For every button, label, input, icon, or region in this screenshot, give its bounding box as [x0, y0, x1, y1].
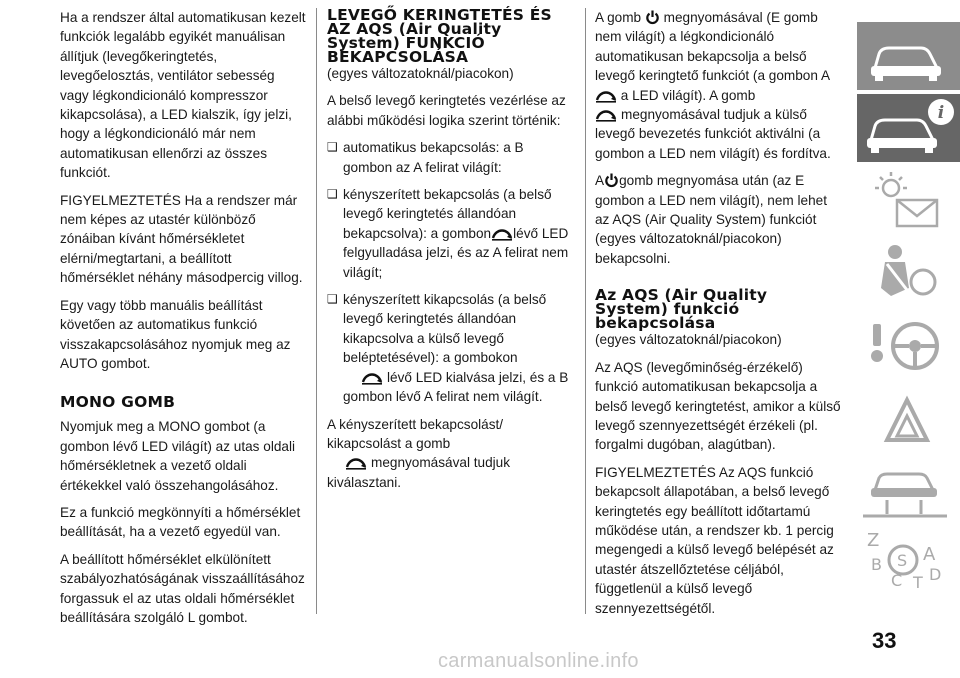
steering-wheel-icon	[857, 310, 960, 378]
recirculation-icon	[595, 89, 617, 103]
recirculation-icon	[595, 108, 617, 122]
car-lift-icon	[857, 454, 960, 522]
paragraph-aqs-warning: FIGYELMEZTETÉS Az AQS funkció bekapcsolt állapotában, a belső levegő keringtetés egy beállított időtartamú működése után, a rendszer kb. 1 percig megengedi a külső levegő belépését az utastér átszellőztetése céljából, függetlenül a külső levegő szennyezettségétől.	[595, 464, 834, 616]
section-tabs	[857, 8, 960, 618]
tab-safety[interactable]	[857, 238, 960, 306]
svg-text:C: C	[891, 571, 903, 590]
svg-text:T: T	[913, 573, 923, 592]
tab-emergency[interactable]	[857, 382, 960, 450]
paragraph-button-auto-recirculation: A gomb megnyomásával (E gomb nem világít) a légkondicionáló automatikusan bekapcsolja a belső levegő keringtető funkciót (a gombon A a LED világít). A gomb megnyomásával tudjuk a külső levegő bevezetés funkciót aktiválni (a gombon a LED nem világít) és fordítva.	[595, 10, 831, 161]
tab-car-overview[interactable]	[857, 22, 960, 90]
paragraph-auto-functions: Ha a rendszer által automatikusan kezelt funkciók legalább egyikét manuálisan állítjuk (levegőkeringtetés, levegőelosztás, ventilátor sebesség vagy légkondicionáló kompresszor kikapcsolása), a LED kialszik, így jelzi, hogy a légkondicionáló már nem automatikusan ellenőrzi az összes funkciót.	[60, 10, 306, 181]
svg-text:B: B	[871, 555, 882, 574]
column-divider	[585, 8, 586, 614]
column-3	[595, 8, 843, 626]
recirculation-icon	[345, 456, 367, 470]
svg-text:i: i	[937, 103, 945, 123]
paragraph-mono-purpose: Ez a funkció megkönnyíti a hőmérséklet beállítását, ha a vezető egyedül van.	[60, 504, 301, 540]
column-1	[60, 8, 306, 635]
subtitle-variants: (egyes változatoknál/piacokon)	[327, 66, 514, 81]
technical-data-icon	[857, 526, 960, 594]
page-number: 33	[872, 628, 897, 653]
list-item: ❑ kényszerített bekapcsolás (a belső levegő keringtetés állandóan bekapcsolva): a gombon lévő LED felgyulladása jelzi, és az A felirat nem világít;	[327, 185, 575, 282]
paragraph-recirculation-intro: A belső levegő keringtetés vezérlése az alábbi működési logika szerint történik:	[327, 93, 566, 128]
tab-maintenance[interactable]	[857, 454, 960, 522]
tab-technical-data[interactable]	[857, 526, 960, 594]
tab-lights-warnings[interactable]	[857, 166, 960, 234]
list-item: ❑ automatikus bekapcsolás: a B gombon az A felirat világít:	[327, 138, 575, 177]
subtitle-variants: (egyes változatoknál/piacokon)	[595, 332, 782, 348]
list-item: ❑ kényszerített kikapcsolás (a belső levegő keringtetés állandóan kikapcsolva a külső levegő beléptetésével): a gombokon lévő LED kialvása jelzi, és a B gombon lévő A felirat nem világít.	[327, 290, 575, 406]
power-icon	[604, 173, 619, 188]
svg-text:D: D	[929, 565, 942, 584]
recirculation-modes-list	[327, 138, 575, 406]
seatbelt-icon	[857, 238, 960, 306]
car-icon	[857, 22, 960, 90]
heading-aqs-activation: Az AQS (Air Quality System) funkció bekapcsolása	[595, 286, 768, 333]
tab-car-info[interactable]	[857, 94, 960, 162]
svg-text:A: A	[923, 544, 936, 565]
svg-text:S: S	[897, 551, 908, 570]
paragraph-auto-button: Egy vagy több manuális beállítást követően az automatikus funkció visszakapcsolásához nyomjuk meg az AUTO gombot.	[60, 297, 291, 371]
paragraph-mono-restore: A beállított hőmérséklet elkülönített szabályozhatóságának visszaállításához forgassuk el az utas oldali hőmérséklet beállítására szolgáló L gombot.	[60, 551, 305, 625]
paragraph-aqs-description: Az AQS (levegőminőség-érzékelő) funkció automatikusan bekapcsolja a belső levegő keringtetést, amikor a külső levegő szennyezettségét érzékeli (pl. forgalmi dugóban, alagútban).	[595, 359, 841, 453]
hazard-triangle-icon	[857, 382, 960, 450]
recirculation-icon	[361, 371, 383, 385]
svg-text:Z: Z	[867, 530, 880, 551]
paragraph-power-button: A gomb megnyomása után (az E gombon a LED nem világít), nem lehet az AQS (Air Quality System) funkciót (egyes változatoknál/piacokon) bekapcsolni.	[595, 173, 827, 266]
heading-mono-button: MONO GOMB	[60, 393, 176, 412]
paragraph-forced-selection: A kényszerített bekapcsolást/ kikapcsolást a gomb megnyomásával tudjuk kiválasztani.	[327, 416, 511, 490]
column-divider	[316, 8, 317, 614]
watermark: carmanualsonline.info	[438, 650, 639, 672]
recirculation-icon	[491, 227, 513, 241]
power-icon	[645, 10, 660, 25]
column-2	[327, 8, 575, 500]
heading-recirculation-aqs: LEVEGŐ KERINGTETÉS ÉS AZ AQS (Air Quality System) FUNKCIÓ BEKAPCSOLÁSA	[327, 6, 552, 66]
paragraph-warning-temperature: FIGYELMEZTETÉS Ha a rendszer már nem képes az utastér különböző zónáiban kívánt hőmérsékletet elérni/megtartani, a beállított hőmérséklet néhány másodpercig villog.	[60, 192, 303, 286]
car-info-icon	[857, 94, 960, 162]
warning-lights-icon	[857, 166, 960, 234]
paragraph-mono-press: Nyomjuk meg a MONO gombot (a gombon lévő LED világít) az utas oldali hőmérsékletnek a vezető oldali értékekkel való összehangolásához.	[60, 419, 295, 493]
tab-driving[interactable]	[857, 310, 960, 378]
